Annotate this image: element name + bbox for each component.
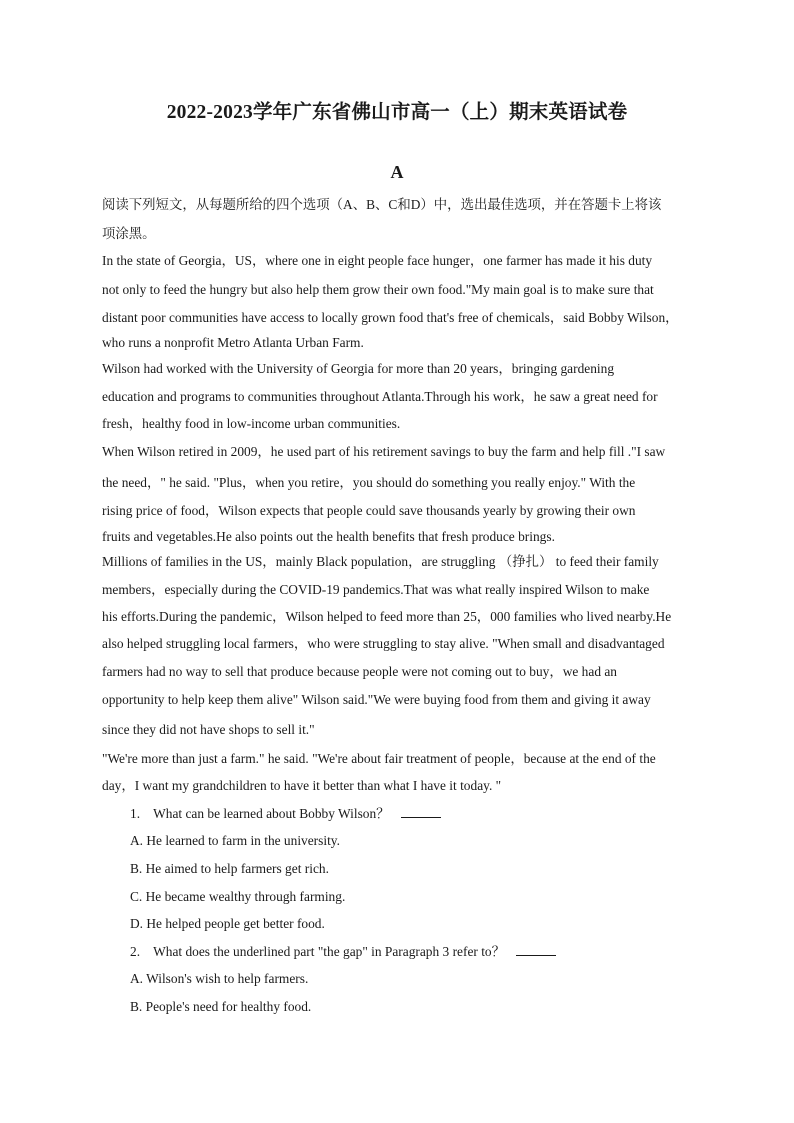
question-1: [130, 805, 441, 823]
passage-line: not only to feed the hungry but also help them grow their own food."My main goal is to make sure that: [102, 282, 654, 297]
passage-line: rising price of food，Wilson expects that people could save thousands yearly by growing their own: [102, 503, 636, 518]
section-heading: A: [390, 162, 404, 182]
answer-blank[interactable]: [401, 805, 441, 818]
passage-line: since they did not have shops to sell it.": [102, 722, 315, 737]
passage-line: who runs a nonprofit Metro Atlanta Urban Farm.: [102, 335, 364, 350]
passage-line: In the state of Georgia，US，where one in eight people face hunger，one farmer has made it his duty: [102, 253, 653, 268]
question-number: 2.: [130, 944, 141, 959]
passage-line: When Wilson retired in 2009，he used part of his retirement savings to buy the farm and help fill ."I saw: [102, 444, 666, 459]
option-c[interactable]: C. He became wealthy through farming.: [130, 889, 346, 904]
option-a[interactable]: A. He learned to farm in the university.: [130, 833, 340, 848]
passage-line: also helped struggling local farmers，who were struggling to stay alive. "When small and disadvantaged: [102, 636, 665, 651]
passage-line: Millions of families in the US，mainly Black population，are struggling （挣扎） to feed their family: [102, 554, 659, 569]
passage-line: his efforts.During the pandemic，Wilson helped to feed more than 25，000 families who lived nearby.He: [102, 609, 672, 624]
passage-line: distant poor communities have access to locally grown food that's free of chemicals，said Bobby Wilson，: [102, 310, 679, 325]
passage-line: members，especially during the COVID-19 pandemics.That was what really inspired Wilson to make: [102, 582, 650, 597]
passage-line: the need，" he said. "Plus，when you retire，you should do something you really enjoy." With the: [102, 475, 636, 490]
question-number: 1.: [130, 806, 141, 821]
passage-line: fresh，healthy food in low-income urban communities.: [102, 416, 401, 431]
question-2: [130, 943, 556, 961]
passage-line: education and programs to communities throughout Atlanta.Through his work，he saw a great need for: [102, 389, 658, 404]
question-text: What does the underlined part "the gap" in Paragraph 3 refer to？: [153, 944, 506, 959]
option-b[interactable]: B. He aimed to help farmers get rich.: [130, 861, 329, 876]
passage-line: "We're more than just a farm." he said. "We're about fair treatment of people，because at the end of the: [102, 751, 656, 766]
passage-line: opportunity to help keep them alive" Wilson said."We were buying food from them and giving it away: [102, 692, 651, 707]
option-d[interactable]: D. He helped people get better food.: [130, 916, 325, 931]
passage-line: day，I want my grandchildren to have it better than what I have it today. ": [102, 778, 502, 793]
option-a[interactable]: A. Wilson's wish to help farmers.: [130, 971, 309, 986]
answer-blank[interactable]: [516, 943, 556, 956]
page-title: 2022-2023学年广东省佛山市高一（上）期末英语试卷: [166, 102, 628, 123]
passage-line: Wilson had worked with the University of Georgia for more than 20 years，bringing gardening: [102, 361, 615, 376]
passage-line: fruits and vegetables.He also points out the health benefits that fresh produce brings.: [102, 529, 555, 544]
instruction-line: 项涂黑。: [102, 226, 156, 241]
passage-line: farmers had no way to sell that produce because people were not coming out to buy，we had an: [102, 664, 618, 679]
instruction-line: 阅读下列短文，从每题所给的四个选项（A、B、C和D）中，选出最佳选项，并在答题卡上将该: [102, 197, 662, 212]
option-b[interactable]: B. People's need for healthy food.: [130, 999, 312, 1014]
question-text: What can be learned about Bobby Wilson？: [153, 806, 390, 821]
